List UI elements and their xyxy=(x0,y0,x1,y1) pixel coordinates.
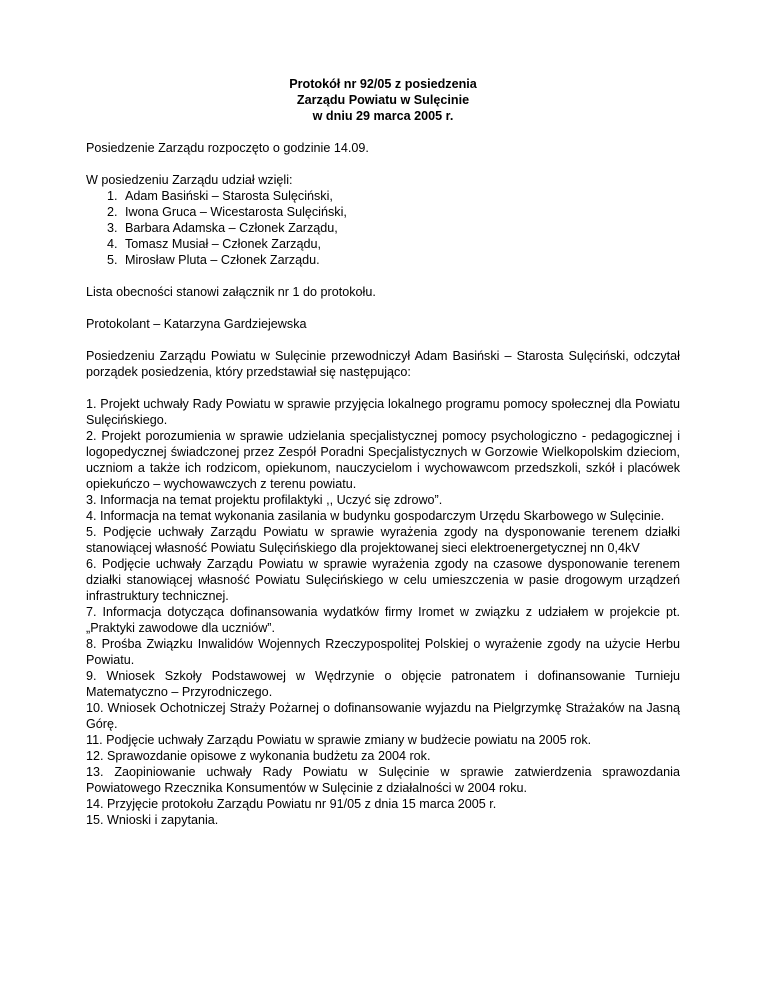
agenda-item: 11. Podjęcie uchwały Zarządu Powiatu w sprawie zmiany w budżecie powiatu na 2005 rok. xyxy=(86,733,592,747)
attendee-item: 3. Barbara Adamska – Członek Zarządu, xyxy=(121,220,680,236)
agenda-item: 9. Wniosek Szkoły Podstawowej w Wędrzynie o objęcie patronatem i dofinansowanie Turnieju Matematyczno – Przyrodniczego. xyxy=(86,669,680,699)
agenda-item: 5. Podjęcie uchwały Zarządu Powiatu w sprawie wyrażenia zgody na dysponowanie terenem działki stanowiącej własność Powiatu Sulęcińskiego dla projektowanej sieci elektroenergetycznej nn 0,4kV xyxy=(86,525,680,555)
agenda-item: 1. Projekt uchwały Rady Powiatu w sprawie przyjęcia lokalnego programu pomocy społecznej dla Powiatu Sulęcińskiego. xyxy=(86,397,680,427)
agenda-item: 3. Informacja na temat projektu profilaktyki ,, Uczyć się zdrowo”. xyxy=(86,493,443,507)
agenda-item: 12. Sprawozdanie opisowe z wykonania budżetu za 2004 rok. xyxy=(86,749,431,763)
attendee-item: 1. Adam Basiński – Starosta Sulęciński, xyxy=(121,188,680,204)
document-page xyxy=(86,76,680,828)
agenda-item: 7. Informacja dotycząca dofinansowania wydatków firmy Iromet w związku z udziałem w projekcie pt. „Praktyki zawodowe dla uczniów”. xyxy=(86,605,680,635)
agenda-item: 2. Projekt porozumienia w sprawie udzielania specjalistycznej pomocy psychologiczno - pedagogicznej i logopedycznej świadczonej przez Zespół Poradni Specjalistycznych w Gorzowie Wielkopolskim dzieciom, uczniom a także ich rodzicom, opiekunom, nauczycielom i wychowawcom przedszkoli, szkół i placówek opiekuńczo – wychowawczych z terenu powiatu. xyxy=(86,429,680,491)
attendees-intro: W posiedzeniu Zarządu udział wzięli: xyxy=(86,173,293,187)
agenda-item: 6. Podjęcie uchwały Zarządu Powiatu w sprawie wyrażenia zgody na czasowe dysponowanie terenem działki stanowiącej własność Powiatu Sulęcińskiego w celu umieszczenia w pasie drogowym urządzeń infrastruktury technicznej. xyxy=(86,557,680,603)
title-line-1: Protokół nr 92/05 z posiedzenia xyxy=(289,77,477,91)
attendance-note: Lista obecności stanowi załącznik nr 1 do protokołu. xyxy=(86,285,376,299)
agenda-item: 14. Przyjęcie protokołu Zarządu Powiatu nr 91/05 z dnia 15 marca 2005 r. xyxy=(86,797,497,811)
agenda-item: 13. Zaopiniowanie uchwały Rady Powiatu w Sulęcinie w sprawie zatwierdzenia sprawozdania Powiatowego Rzecznika Konsumentów w Sulęcinie z działalności w 2004 roku. xyxy=(86,765,680,795)
opening-paragraph: Posiedzenie Zarządu rozpoczęto o godzinie 14.09. xyxy=(86,141,369,155)
title-line-3: w dniu 29 marca 2005 r. xyxy=(312,109,454,123)
agenda-item: 8. Prośba Związku Inwalidów Wojennych Rzeczypospolitej Polskiej o wyrażenie zgody na użycie Herbu Powiatu. xyxy=(86,637,680,667)
attendees-list xyxy=(86,188,680,268)
recorder-line: Protokolant – Katarzyna Gardziejewska xyxy=(86,317,307,331)
attendee-item: 5. Mirosław Pluta – Członek Zarządu. xyxy=(121,252,680,268)
chair-paragraph: Posiedzeniu Zarządu Powiatu w Sulęcinie przewodniczył Adam Basiński – Starosta Sulęciński, odczytał porządek posiedzenia, który przedstawiał się następująco: xyxy=(86,349,680,379)
agenda-item: 15. Wnioski i zapytania. xyxy=(86,813,219,827)
title-line-2: Zarządu Powiatu w Sulęcinie xyxy=(296,93,470,107)
agenda-item: 4. Informacja na temat wykonania zasilania w budynku gospodarczym Urzędu Skarbowego w Sulęcinie. xyxy=(86,509,665,523)
attendee-item: 2. Iwona Gruca – Wicestarosta Sulęciński, xyxy=(121,204,680,220)
agenda-item: 10. Wniosek Ochotniczej Straży Pożarnej o dofinansowanie wyjazdu na Pielgrzymkę Strażaków na Jasną Górę. xyxy=(86,701,680,731)
agenda-list xyxy=(86,396,680,828)
attendee-item: 4. Tomasz Musiał – Członek Zarządu, xyxy=(121,236,680,252)
document-title xyxy=(86,76,680,124)
